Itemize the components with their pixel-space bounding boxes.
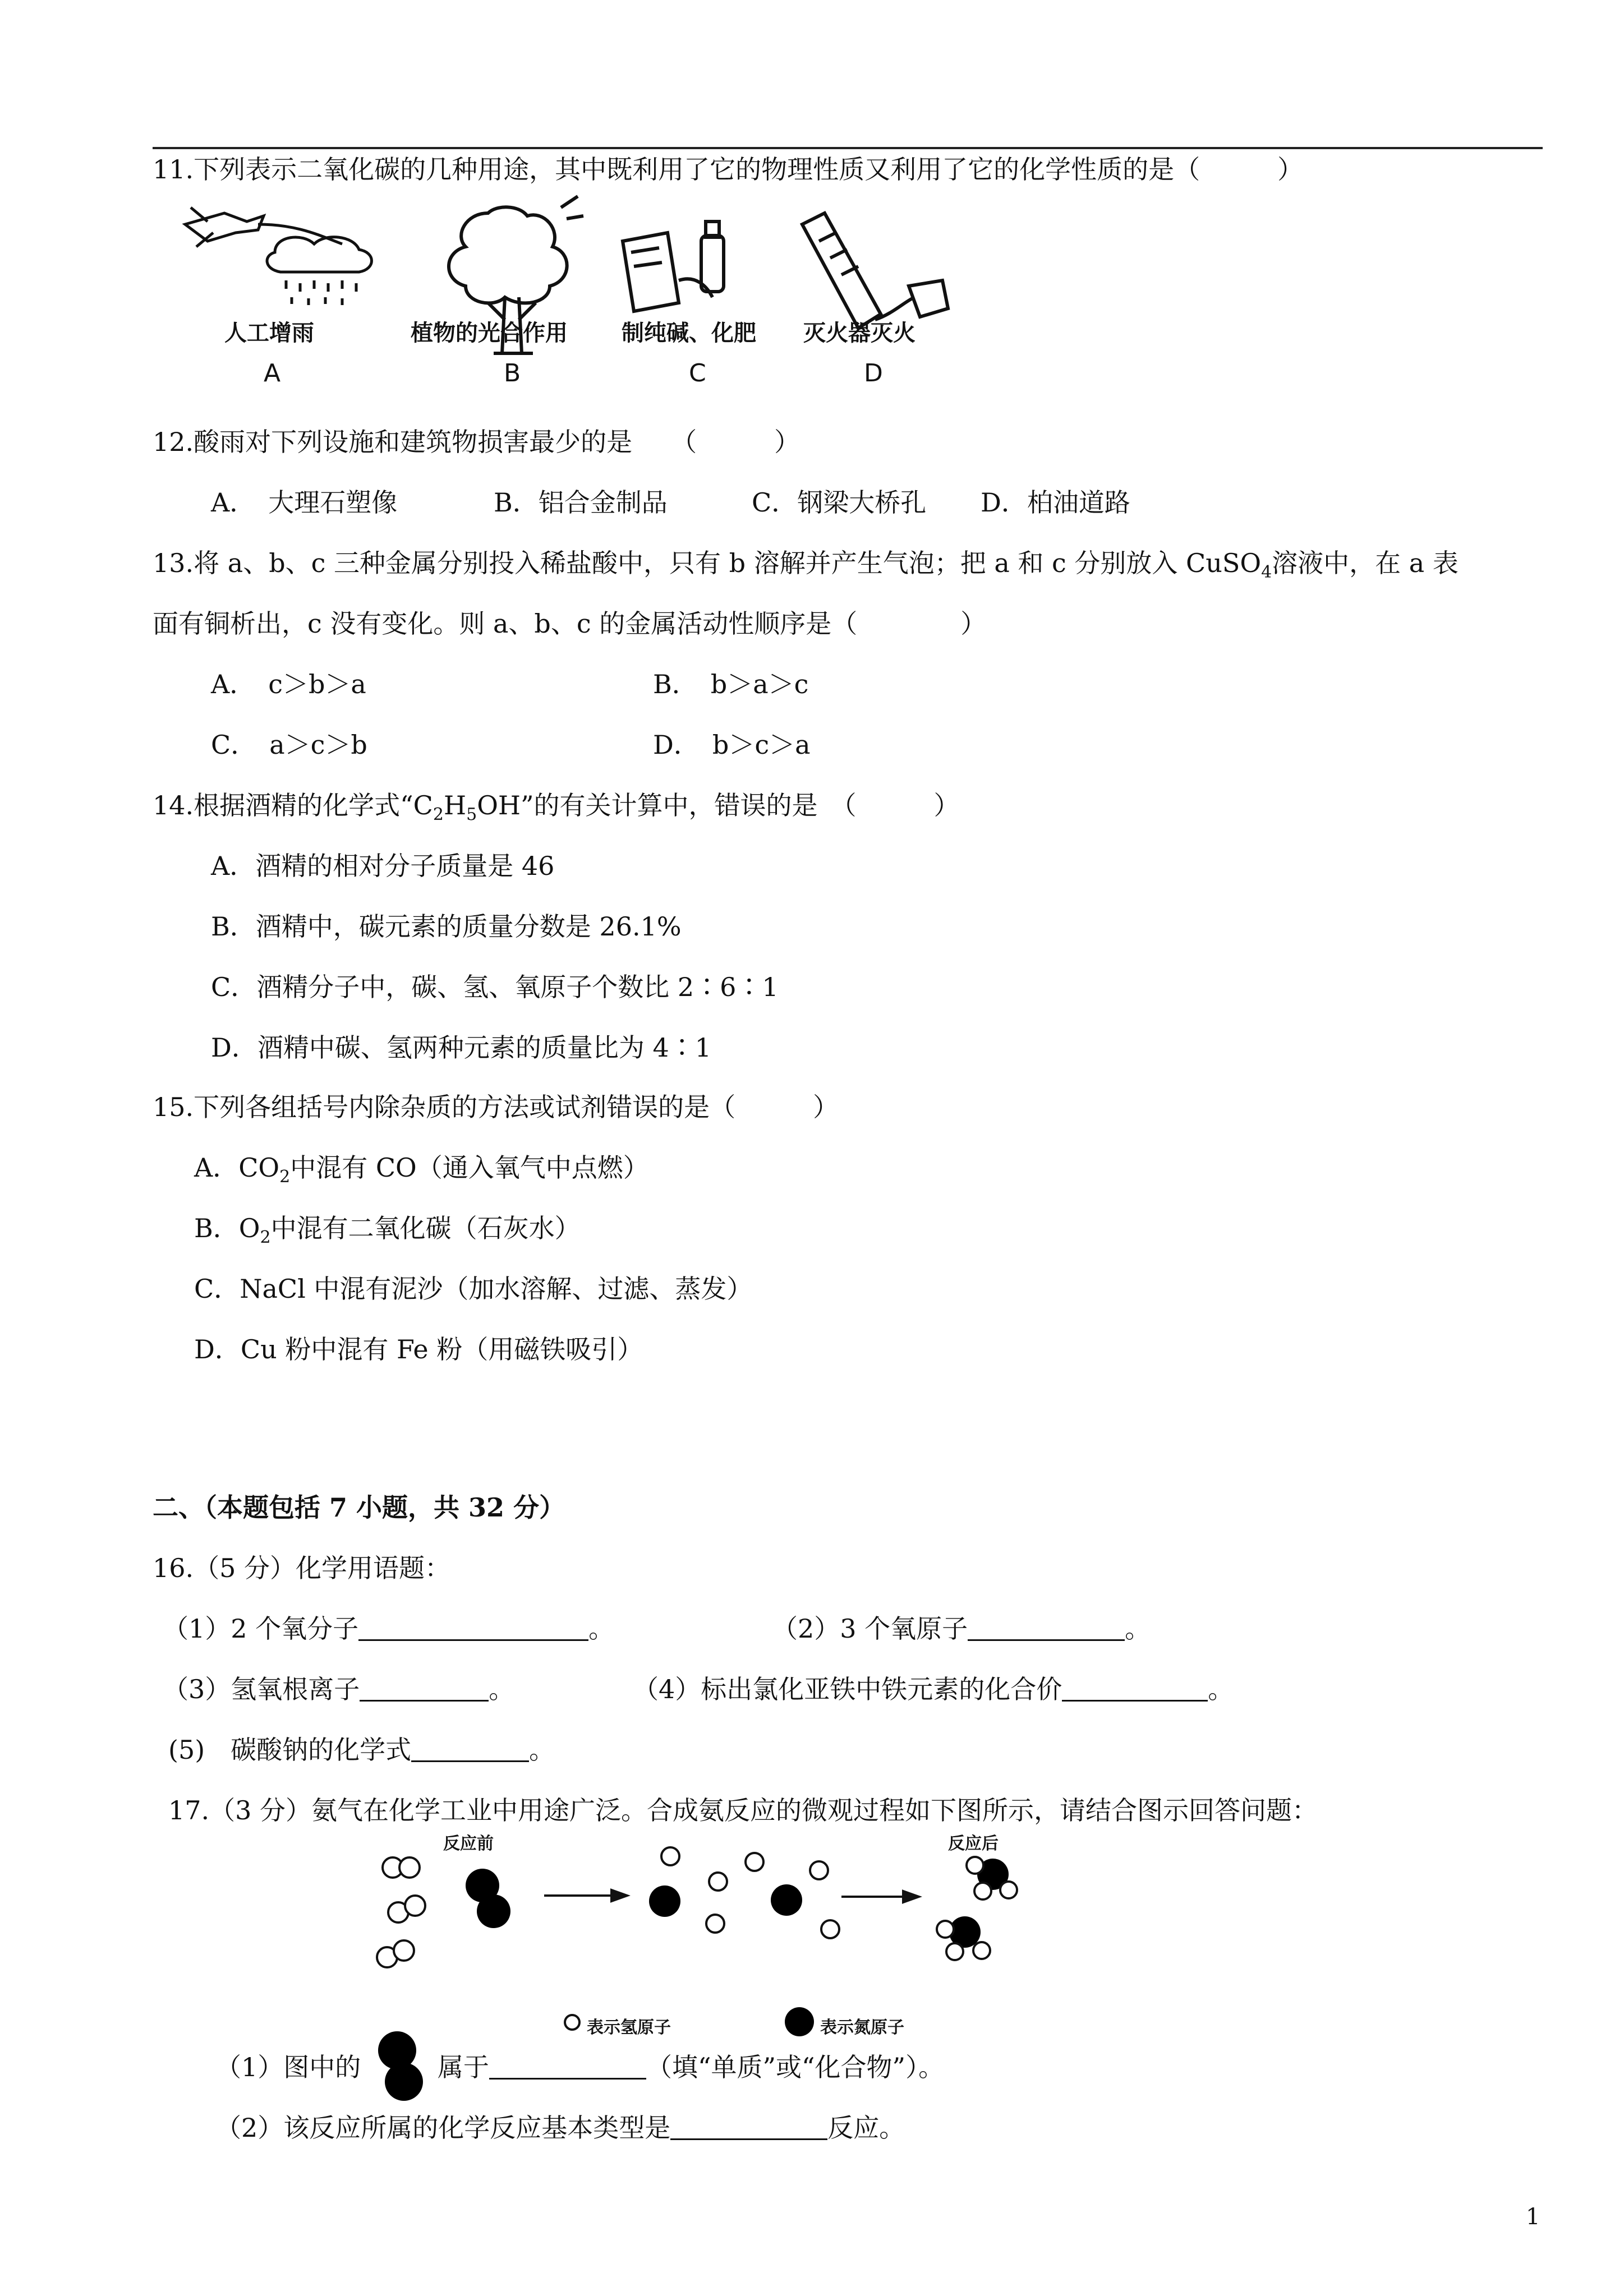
q11-caption-b: 植物的光合作用 bbox=[411, 320, 568, 346]
hydrogen-atom-icon bbox=[394, 1940, 414, 1961]
q15-option-a-text2: 中混有 CO（通入氧气中点燃） bbox=[290, 1152, 649, 1183]
q16-part5-label: (5) 碳酸钠的化学式 bbox=[168, 1735, 412, 1765]
q13-stem-a: 13.将 a、b、c 三种金属分别投入稀盐酸中，只有 b 溶解并产生气泡；把 a 和 c 分别放入 CuSO bbox=[153, 548, 1262, 578]
q15-option-c: C．NaCl 中混有泥沙（加水溶解、过滤、蒸发） bbox=[194, 1274, 753, 1304]
q15-option-a-text1: A．CO bbox=[194, 1152, 280, 1183]
hydrogen-atom-icon bbox=[706, 1915, 724, 1933]
q16-part4 bbox=[633, 1672, 1234, 1706]
q14-option-c: C．酒精分子中，碳、氢、氧原子个数比 2∶6∶1 bbox=[211, 972, 779, 1002]
q16-part1-label: （1）2 个氧分子 bbox=[163, 1613, 359, 1644]
q13-option-d: D． b＞c＞a bbox=[653, 730, 811, 760]
q17-legend-nitrogen: 表示氮原子 bbox=[820, 2018, 904, 2037]
nitrogen-molecule-icon bbox=[372, 2026, 429, 2110]
q17-legend-hydrogen: 表示氢原子 bbox=[587, 2018, 671, 2037]
fertilizer-bag-icon bbox=[623, 222, 724, 311]
hydrogen-atom-icon bbox=[1000, 1882, 1017, 1898]
airplane-cloud-icon bbox=[185, 208, 372, 305]
q11-letter-c: C bbox=[689, 359, 706, 388]
q13-option-b: B． b＞a＞c bbox=[653, 669, 809, 699]
nitrogen-atom-icon bbox=[477, 1894, 510, 1928]
q16-part3 bbox=[163, 1672, 514, 1706]
q14-option-a: A．酒精的相对分子质量是 46 bbox=[211, 851, 555, 881]
q16-part5-end: 。 bbox=[529, 1735, 555, 1765]
q11-letter-d: D bbox=[864, 359, 883, 388]
page-number: 1 bbox=[1526, 2204, 1540, 2230]
q13-option-c: C． a＞c＞b bbox=[211, 730, 367, 760]
q12-option-c: C．钢梁大桥孔 bbox=[752, 487, 927, 518]
q13-stem-line1 bbox=[153, 546, 1459, 589]
q17-sub1-blank[interactable] bbox=[489, 2053, 646, 2080]
q17-label-after: 反应后 bbox=[948, 1834, 999, 1854]
hydrogen-atom-icon bbox=[405, 1896, 425, 1916]
q13-stem-line2: 面有铜析出，c 没有变化。则 a、b、c 的金属活动性顺序是（ ） bbox=[153, 608, 987, 639]
hydrogen-atom-icon bbox=[946, 1943, 963, 1960]
q17-sub2-blank[interactable] bbox=[670, 2114, 827, 2140]
q17-sub1-text-a: （1）图中的 bbox=[215, 2052, 361, 2082]
q11-caption-d: 灭火器灭火 bbox=[803, 320, 915, 346]
q15-option-a-sub: 2 bbox=[279, 1167, 291, 1187]
hydrogen-atom-icon bbox=[709, 1873, 727, 1891]
legend-nitrogen-icon bbox=[783, 2007, 816, 2037]
header-rule bbox=[153, 147, 1543, 149]
legend-hydrogen-icon bbox=[561, 2011, 583, 2034]
nitrogen-atom-icon bbox=[649, 1885, 680, 1917]
hydrogen-atom-icon bbox=[937, 1921, 954, 1938]
q16-part3-label: （3）氢氧根离子 bbox=[163, 1674, 360, 1704]
q11-figure bbox=[174, 191, 987, 376]
hydrogen-atom-icon bbox=[746, 1853, 763, 1871]
q11-stem: 11.下列表示二氧化碳的几种用途，其中既利用了它的物理性质又利用了它的化学性质的是（ ） bbox=[153, 154, 1304, 185]
q15-option-b bbox=[194, 1211, 581, 1255]
q17-sub1-text-c: （填“单质”或“化合物”）。 bbox=[646, 2052, 945, 2082]
q14-stem-b: OH”的有关计算中，错误的是 （ ） bbox=[477, 790, 960, 820]
q16-part1-end: 。 bbox=[588, 1613, 615, 1644]
q15-option-b-text1: B．O bbox=[194, 1213, 260, 1243]
q17-label-before: 反应前 bbox=[443, 1834, 494, 1854]
q15-option-d: D．Cu 粉中混有 Fe 粉（用磁铁吸引） bbox=[194, 1334, 643, 1364]
q15-option-b-text2: 中混有二氧化碳（石灰水） bbox=[270, 1213, 581, 1243]
q16-part5-blank[interactable] bbox=[411, 1736, 529, 1762]
arrow-right-icon bbox=[841, 1891, 919, 1902]
q17-sub2 bbox=[215, 2111, 905, 2145]
q17-stem: 17.（3 分）氨气在化学工业中用途广泛。合成氨反应的微观过程如下图所示，请结合图示回答问题： bbox=[168, 1795, 1318, 1825]
q16-part3-end: 。 bbox=[489, 1674, 515, 1704]
q17-sub1-rest bbox=[438, 2050, 944, 2084]
q14-mid1: H bbox=[443, 790, 467, 820]
q14-stem-a: 14.根据酒精的化学式“C bbox=[153, 790, 433, 820]
q11-letter-b: B bbox=[504, 359, 521, 388]
q14-option-b: B．酒精中，碳元素的质量分数是 26.1% bbox=[211, 911, 682, 942]
fire-extinguisher-icon bbox=[802, 213, 948, 328]
q13-option-a: A． c＞b＞a bbox=[211, 669, 366, 699]
q11-caption-a: 人工增雨 bbox=[224, 320, 314, 346]
q17-reaction-diagram bbox=[359, 1845, 1088, 2030]
q12-option-b: B．铝合金制品 bbox=[494, 487, 668, 518]
q15-stem: 15.下列各组括号内除杂质的方法或试剂错误的是（ ） bbox=[153, 1092, 839, 1122]
q17-sub1-text-b: 属于 bbox=[438, 2052, 489, 2082]
q13-stem-b: 溶液中，在 a 表 bbox=[1272, 548, 1459, 578]
q16-part2-label: （2）3 个氧原子 bbox=[772, 1613, 968, 1644]
hydrogen-atom-icon bbox=[974, 1883, 991, 1899]
q15-option-a bbox=[194, 1151, 649, 1194]
q16-part3-blank[interactable] bbox=[360, 1675, 489, 1702]
hydrogen-atom-icon bbox=[399, 1857, 420, 1878]
q16-part2-blank[interactable] bbox=[968, 1615, 1125, 1641]
q11-caption-c: 制纯碱、化肥 bbox=[622, 320, 756, 346]
hydrogen-atom-icon bbox=[973, 1942, 990, 1959]
q16-part4-end: 。 bbox=[1208, 1674, 1234, 1704]
q14-option-d: D．酒精中碳、氢两种元素的质量比为 4∶1 bbox=[211, 1032, 712, 1063]
q14-stem bbox=[153, 789, 960, 832]
hydrogen-atom-icon bbox=[967, 1857, 983, 1874]
q16-stem: 16.（5 分）化学用语题： bbox=[153, 1553, 451, 1583]
q11-letter-a: A bbox=[264, 359, 281, 388]
q15-option-b-sub: 2 bbox=[260, 1228, 271, 1247]
q16-part1-blank[interactable] bbox=[358, 1615, 588, 1641]
q14-sub2: 5 bbox=[466, 805, 477, 824]
q12-option-a: A． 大理石塑像 bbox=[211, 487, 398, 518]
q16-part4-label: （4）标出氯化亚铁中铁元素的化合价 bbox=[633, 1674, 1062, 1704]
q14-sub1: 2 bbox=[433, 805, 444, 824]
q12-stem: 12.酸雨对下列设施和建筑物损害最少的是 （ ） bbox=[153, 427, 801, 457]
arrow-right-icon bbox=[544, 1890, 627, 1901]
nitrogen-atom-icon bbox=[771, 1884, 802, 1916]
q16-part2-end: 。 bbox=[1125, 1613, 1151, 1644]
q16-part5 bbox=[168, 1733, 555, 1767]
q16-part2 bbox=[772, 1612, 1151, 1645]
q12-option-d: D．柏油道路 bbox=[981, 487, 1130, 518]
q16-part4-blank[interactable] bbox=[1062, 1675, 1208, 1702]
hydrogen-atom-icon bbox=[810, 1861, 828, 1879]
hydrogen-atom-icon bbox=[821, 1920, 839, 1938]
q17-sub2-text-a: （2）该反应所属的化学反应基本类型是 bbox=[215, 2113, 671, 2143]
q17-sub2-text-b: 反应。 bbox=[827, 2113, 905, 2143]
q16-part1 bbox=[163, 1612, 614, 1645]
q13-stem-sub: 4 bbox=[1261, 563, 1272, 582]
section2-title: 二、（本题包括 7 小题，共 32 分） bbox=[153, 1492, 565, 1523]
hydrogen-atom-icon bbox=[661, 1847, 679, 1865]
